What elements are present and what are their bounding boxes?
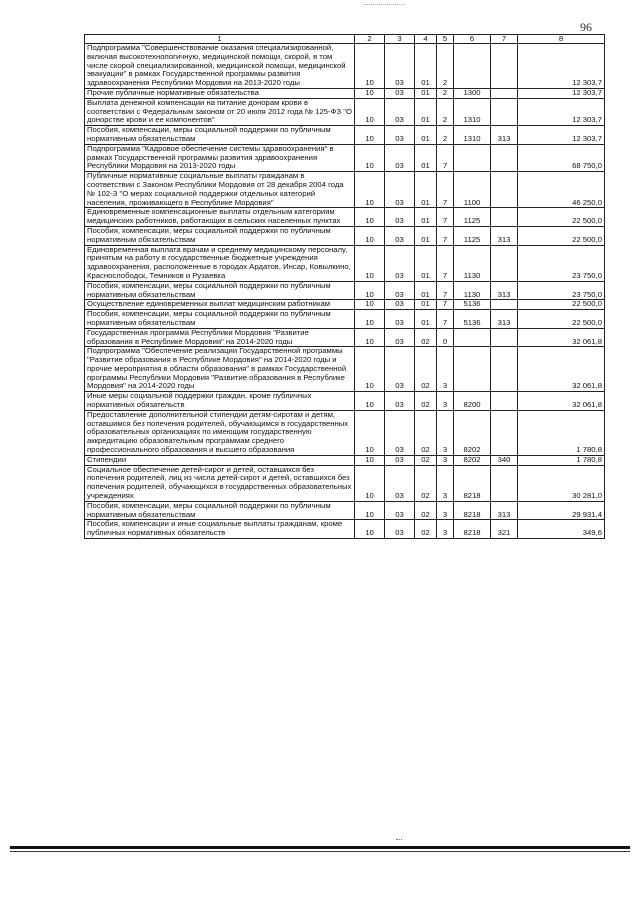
cell-subsection: 03 bbox=[385, 347, 415, 392]
cell-program: 01 bbox=[415, 88, 437, 98]
cell-program: 02 bbox=[415, 410, 437, 455]
cell-program: 01 bbox=[415, 281, 437, 300]
cell-subprogram: 3 bbox=[437, 465, 454, 501]
table-row bbox=[85, 245, 605, 281]
cell-subprogram: 3 bbox=[437, 455, 454, 465]
cell-subsection: 03 bbox=[385, 44, 415, 89]
cell-expense-type bbox=[491, 347, 518, 392]
cell-expense-type: 313 bbox=[491, 310, 518, 329]
cell-subprogram: 3 bbox=[437, 520, 454, 539]
cell-subprogram: 2 bbox=[437, 98, 454, 125]
cell-amount: 68 750,0 bbox=[518, 144, 605, 171]
cell-subsection: 03 bbox=[385, 144, 415, 171]
cell-name: Государственная программа Республики Мордовия "Развитие образования в Республике Мордовия" на 2014-2020 годы bbox=[85, 328, 355, 347]
cell-subprogram: 7 bbox=[437, 281, 454, 300]
table-row bbox=[85, 126, 605, 145]
cell-expense-type bbox=[491, 245, 518, 281]
cell-target-code bbox=[454, 347, 491, 392]
cell-section: 10 bbox=[355, 392, 385, 411]
cell-expense-type: 321 bbox=[491, 520, 518, 539]
cell-expense-type bbox=[491, 465, 518, 501]
cell-expense-type bbox=[491, 172, 518, 208]
table-row bbox=[85, 98, 605, 125]
cell-program: 01 bbox=[415, 98, 437, 125]
cell-amount: 12 303,7 bbox=[518, 126, 605, 145]
table-row bbox=[85, 208, 605, 227]
cell-target-code: 1300 bbox=[454, 88, 491, 98]
cell-section: 10 bbox=[355, 144, 385, 171]
scan-artifact-top bbox=[364, 4, 404, 7]
cell-name: Единовременная выплата врачам и среднему медицинскому персоналу, принятым на работу в государственные бюджетные учреждения здравоохранения, расположенные в городах Ардатов, Инсар, Ковылкино, Краснослободск, Темников и Рузаевка bbox=[85, 245, 355, 281]
table-row bbox=[85, 88, 605, 98]
table-row bbox=[85, 300, 605, 310]
table-row bbox=[85, 310, 605, 329]
cell-subsection: 03 bbox=[385, 126, 415, 145]
cell-expense-type bbox=[491, 98, 518, 125]
cell-target-code: 8218 bbox=[454, 465, 491, 501]
cell-subsection: 03 bbox=[385, 328, 415, 347]
column-header: 2 bbox=[355, 35, 385, 44]
cell-amount: 46 250,0 bbox=[518, 172, 605, 208]
table-row bbox=[85, 281, 605, 300]
cell-amount: 23 750,0 bbox=[518, 245, 605, 281]
cell-subsection: 03 bbox=[385, 281, 415, 300]
column-header: 4 bbox=[415, 35, 437, 44]
cell-expense-type bbox=[491, 88, 518, 98]
table-header-row bbox=[85, 35, 605, 44]
cell-target-code: 1125 bbox=[454, 208, 491, 227]
cell-section: 10 bbox=[355, 88, 385, 98]
cell-target-code: 8218 bbox=[454, 520, 491, 539]
cell-name: Предоставление дополнительной стипендии детям-сиротам и детям, оставшимся без попечения родителей, обучающимся в государственных образовательных организациях по имеющим государственную аккредитацию образовательным программам среднего профессионального образования и высшего образования bbox=[85, 410, 355, 455]
cell-subsection: 03 bbox=[385, 465, 415, 501]
cell-subprogram: 2 bbox=[437, 88, 454, 98]
cell-amount: 349,6 bbox=[518, 520, 605, 539]
cell-section: 10 bbox=[355, 44, 385, 89]
cell-amount: 32 061,8 bbox=[518, 328, 605, 347]
cell-name: Пособия, компенсации, меры социальной поддержки по публичным нормативным обязательствам bbox=[85, 310, 355, 329]
cell-subprogram: 7 bbox=[437, 208, 454, 227]
cell-section: 10 bbox=[355, 520, 385, 539]
cell-amount: 22 500,0 bbox=[518, 208, 605, 227]
cell-target-code: 5136 bbox=[454, 300, 491, 310]
cell-program: 01 bbox=[415, 310, 437, 329]
cell-expense-type bbox=[491, 44, 518, 89]
cell-name: Единовременные компенсационные выплаты отдельным категориям медицинских работников, работающих в сельских населенных пунктах bbox=[85, 208, 355, 227]
cell-name: Социальное обеспечение детей-сирот и детей, оставшихся без попечения родителей, лиц из числа детей-сирот и детей, оставшихся без попечения родителей, обучающихся в государственных образовательных учреждениях bbox=[85, 465, 355, 501]
cell-section: 10 bbox=[355, 347, 385, 392]
cell-name: Выплата денежной компенсации на питание донорам крови в соответствии с Федеральным законом от 20 июля 2012 года № 125-ФЗ "О донорстве крови и ее компонентов" bbox=[85, 98, 355, 125]
cell-subprogram: 3 bbox=[437, 410, 454, 455]
cell-expense-type bbox=[491, 300, 518, 310]
budget-table bbox=[84, 34, 605, 539]
cell-subsection: 03 bbox=[385, 300, 415, 310]
cell-name: Иные меры социальной поддержки граждан, кроме публичных нормативных обязательств bbox=[85, 392, 355, 411]
cell-amount: 30 281,0 bbox=[518, 465, 605, 501]
cell-section: 10 bbox=[355, 328, 385, 347]
cell-subprogram: 7 bbox=[437, 300, 454, 310]
cell-name: Пособия, компенсации и иные социальные выплаты гражданам, кроме публичных нормативных обязательств bbox=[85, 520, 355, 539]
table-row bbox=[85, 455, 605, 465]
cell-target-code: 1130 bbox=[454, 245, 491, 281]
table-row bbox=[85, 144, 605, 171]
cell-amount: 29 931,4 bbox=[518, 501, 605, 520]
cell-subprogram: 7 bbox=[437, 144, 454, 171]
bottom-rule-thin bbox=[10, 851, 630, 852]
cell-expense-type bbox=[491, 144, 518, 171]
cell-name: Пособия, компенсации, меры социальной поддержки по публичным нормативным обязательствам bbox=[85, 126, 355, 145]
cell-subprogram: 0 bbox=[437, 328, 454, 347]
cell-target-code bbox=[454, 44, 491, 89]
table-row bbox=[85, 226, 605, 245]
column-header: 6 bbox=[454, 35, 491, 44]
cell-program: 02 bbox=[415, 347, 437, 392]
cell-name: Пособия, компенсации, меры социальной поддержки по публичным нормативным обязательствам bbox=[85, 281, 355, 300]
table-row bbox=[85, 347, 605, 392]
cell-subsection: 03 bbox=[385, 245, 415, 281]
cell-subsection: 03 bbox=[385, 410, 415, 455]
table-row bbox=[85, 172, 605, 208]
cell-subprogram: 3 bbox=[437, 501, 454, 520]
cell-amount: 22 500,0 bbox=[518, 310, 605, 329]
cell-subsection: 03 bbox=[385, 520, 415, 539]
cell-name: Подпрограмма "Совершенствование оказания специализированной, включая высокотехнологичную, медицинской помощи, скорой, в том числе скорой специализированной, медицинской помощи, медицинской эвакуации" в рамках Государственной программы развития здравоохранения Республики Мордовия на 2013-2020 годы bbox=[85, 44, 355, 89]
cell-name: Прочие публичные нормативные обязательства bbox=[85, 88, 355, 98]
cell-name: Пособия, компенсации, меры социальной поддержки по публичным нормативным обязательствам bbox=[85, 501, 355, 520]
cell-target-code: 8202 bbox=[454, 410, 491, 455]
cell-program: 02 bbox=[415, 455, 437, 465]
cell-program: 01 bbox=[415, 126, 437, 145]
cell-amount: 12 303,7 bbox=[518, 98, 605, 125]
cell-subprogram: 7 bbox=[437, 226, 454, 245]
cell-amount: 32 061,8 bbox=[518, 392, 605, 411]
cell-expense-type: 313 bbox=[491, 501, 518, 520]
page-number: 96 bbox=[580, 20, 592, 34]
cell-expense-type: 313 bbox=[491, 281, 518, 300]
cell-name: Подпрограмма "Кадровое обеспечение системы здравоохранения" в рамках Государственной программы развития здравоохранения Республики Мордовия на 2013-2020 годы bbox=[85, 144, 355, 171]
cell-expense-type bbox=[491, 328, 518, 347]
cell-target-code: 8218 bbox=[454, 501, 491, 520]
column-header: 8 bbox=[518, 35, 605, 44]
cell-subsection: 03 bbox=[385, 172, 415, 208]
cell-program: 02 bbox=[415, 501, 437, 520]
cell-target-code: 5136 bbox=[454, 310, 491, 329]
cell-name: Публичные нормативные социальные выплаты гражданам в соответствии с Законом Республики Мордовия от 28 декабря 2004 года № 102-З "О мерах социальной поддержки отдельных категорий населения, проживающего в Республике Мордовия" bbox=[85, 172, 355, 208]
cell-expense-type bbox=[491, 410, 518, 455]
cell-program: 01 bbox=[415, 226, 437, 245]
cell-target-code: 1310 bbox=[454, 126, 491, 145]
cell-subsection: 03 bbox=[385, 98, 415, 125]
column-header: 1 bbox=[85, 35, 355, 44]
column-header: 3 bbox=[385, 35, 415, 44]
table-row bbox=[85, 44, 605, 89]
scan-artifact-bottom bbox=[396, 839, 402, 844]
cell-subsection: 03 bbox=[385, 501, 415, 520]
cell-section: 10 bbox=[355, 98, 385, 125]
cell-section: 10 bbox=[355, 208, 385, 227]
column-header: 7 bbox=[491, 35, 518, 44]
cell-subprogram: 7 bbox=[437, 245, 454, 281]
cell-amount: 32 061,8 bbox=[518, 347, 605, 392]
cell-target-code: 1310 bbox=[454, 98, 491, 125]
cell-amount: 12 303,7 bbox=[518, 88, 605, 98]
cell-target-code: 1125 bbox=[454, 226, 491, 245]
table-row bbox=[85, 410, 605, 455]
cell-program: 02 bbox=[415, 392, 437, 411]
cell-target-code bbox=[454, 328, 491, 347]
cell-target-code: 8200 bbox=[454, 392, 491, 411]
cell-target-code: 1100 bbox=[454, 172, 491, 208]
cell-expense-type bbox=[491, 208, 518, 227]
cell-amount: 23 750,0 bbox=[518, 281, 605, 300]
cell-section: 10 bbox=[355, 310, 385, 329]
cell-program: 01 bbox=[415, 245, 437, 281]
cell-name: Осуществление единовременных выплат медицинским работникам bbox=[85, 300, 355, 310]
cell-subprogram: 7 bbox=[437, 310, 454, 329]
table-body bbox=[85, 44, 605, 539]
table-row bbox=[85, 465, 605, 501]
cell-expense-type bbox=[491, 392, 518, 411]
cell-program: 02 bbox=[415, 465, 437, 501]
cell-name: Пособия, компенсации, меры социальной поддержки по публичным нормативным обязательствам bbox=[85, 226, 355, 245]
cell-subprogram: 7 bbox=[437, 172, 454, 208]
cell-subsection: 03 bbox=[385, 88, 415, 98]
cell-amount: 22 500,0 bbox=[518, 300, 605, 310]
cell-subsection: 03 bbox=[385, 455, 415, 465]
cell-program: 02 bbox=[415, 328, 437, 347]
table-row bbox=[85, 501, 605, 520]
cell-subsection: 03 bbox=[385, 226, 415, 245]
table-row bbox=[85, 520, 605, 539]
cell-section: 10 bbox=[355, 455, 385, 465]
cell-subsection: 03 bbox=[385, 392, 415, 411]
cell-section: 10 bbox=[355, 281, 385, 300]
column-header: 5 bbox=[437, 35, 454, 44]
cell-section: 10 bbox=[355, 501, 385, 520]
cell-name: Подпрограмма "Обеспечение реализации Государственной программы "Развитие образования в Республике Мордовия" на 2014-2020 годы и прочие мероприятия в области образования" в рамках Государственной программы Республики Мордовия "Развитие образования в Республике Мордовия" на 2014-2020 годы bbox=[85, 347, 355, 392]
cell-subprogram: 2 bbox=[437, 126, 454, 145]
table-row bbox=[85, 392, 605, 411]
cell-program: 01 bbox=[415, 144, 437, 171]
table-row bbox=[85, 328, 605, 347]
cell-section: 10 bbox=[355, 226, 385, 245]
cell-name: Стипендии bbox=[85, 455, 355, 465]
cell-amount: 12 303,7 bbox=[518, 44, 605, 89]
cell-amount: 22 500,0 bbox=[518, 226, 605, 245]
cell-subprogram: 2 bbox=[437, 44, 454, 89]
cell-subsection: 03 bbox=[385, 208, 415, 227]
cell-amount: 1 780,8 bbox=[518, 455, 605, 465]
cell-section: 10 bbox=[355, 126, 385, 145]
cell-expense-type: 313 bbox=[491, 226, 518, 245]
cell-target-code bbox=[454, 144, 491, 171]
cell-section: 10 bbox=[355, 245, 385, 281]
cell-subprogram: 3 bbox=[437, 347, 454, 392]
cell-subprogram: 3 bbox=[437, 392, 454, 411]
cell-section: 10 bbox=[355, 300, 385, 310]
cell-expense-type: 340 bbox=[491, 455, 518, 465]
cell-target-code: 8202 bbox=[454, 455, 491, 465]
cell-program: 01 bbox=[415, 300, 437, 310]
cell-section: 10 bbox=[355, 172, 385, 208]
cell-section: 10 bbox=[355, 410, 385, 455]
cell-subsection: 03 bbox=[385, 310, 415, 329]
cell-program: 01 bbox=[415, 172, 437, 208]
cell-program: 01 bbox=[415, 44, 437, 89]
cell-amount: 1 780,8 bbox=[518, 410, 605, 455]
cell-section: 10 bbox=[355, 465, 385, 501]
cell-expense-type: 313 bbox=[491, 126, 518, 145]
cell-program: 01 bbox=[415, 208, 437, 227]
cell-target-code: 1130 bbox=[454, 281, 491, 300]
bottom-rule bbox=[10, 846, 630, 849]
cell-program: 02 bbox=[415, 520, 437, 539]
